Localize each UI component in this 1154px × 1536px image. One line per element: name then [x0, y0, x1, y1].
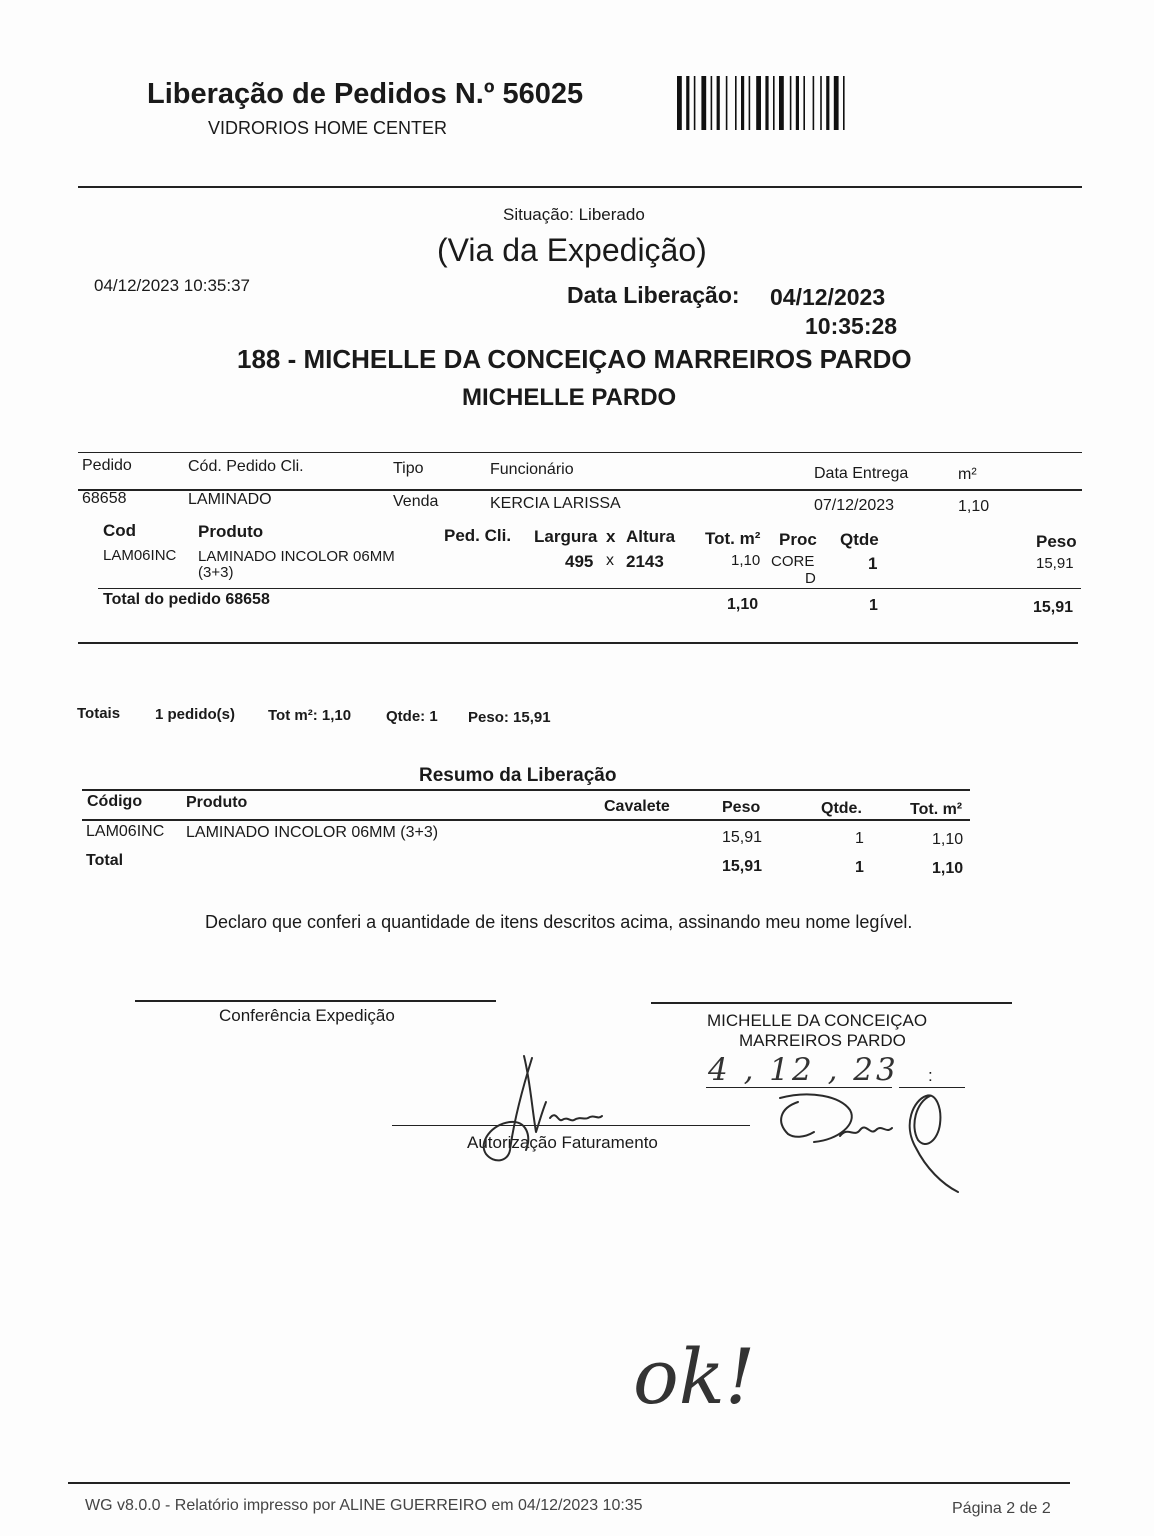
resumo-header-rule [82, 819, 970, 821]
resumo-total-peso: 15,91 [722, 858, 763, 875]
order-number: 68658 [82, 490, 127, 507]
item-largura: 495 [565, 552, 594, 571]
order-total-label: Total do pedido 68658 [103, 591, 270, 608]
item-col-proc: Proc [779, 530, 817, 549]
client-signature-line [651, 1002, 1012, 1004]
footer-page: Página 2 de 2 [952, 1500, 1051, 1517]
item-col-produto: Produto [198, 522, 264, 541]
client-signature [770, 1088, 970, 1198]
item-altura: 2143 [626, 552, 664, 571]
autorizacao-label: Autorização Faturamento [467, 1133, 658, 1152]
situacao-label: Situação: Liberado [503, 205, 645, 224]
resumo-row-tot-m2: 1,10 [932, 831, 964, 848]
client-signature-name-line1: MICHELLE DA CONCEIÇAO [707, 1011, 928, 1030]
item-x: x [606, 552, 614, 569]
item-col-x: x [606, 527, 616, 546]
item-col-cod: Cod [103, 521, 137, 540]
handwritten-date: 4 , 12 , 23 [708, 1052, 899, 1088]
totais-m2: Tot m²: 1,10 [268, 707, 352, 724]
client-signature-name-line2: MARREIROS PARDO [739, 1031, 906, 1050]
release-label: Data Liberação: [567, 282, 740, 308]
resumo-row-qtde: 1 [855, 830, 864, 847]
client-name-line: 188 - MICHELLE DA CONCEIÇAO MARREIROS PARDO [237, 344, 912, 374]
resumo-col-qtde: Qtde. [821, 800, 862, 817]
company-name: VIDRORIOS HOME CENTER [208, 118, 448, 138]
resumo-total-tot-m2: 1,10 [932, 860, 964, 877]
resumo-row-codigo: LAM06INC [86, 823, 165, 840]
totais-qtde: Qtde: 1 [386, 708, 438, 725]
item-peso: 15,91 [1036, 555, 1074, 572]
aline-signature [470, 1050, 620, 1170]
resumo-title: Resumo da Liberação [419, 765, 617, 786]
resumo-top-rule [82, 789, 970, 791]
order-total-peso: 15,91 [1033, 599, 1074, 616]
release-time: 10:35:28 [805, 313, 898, 339]
item-col-peso: Peso [1036, 532, 1077, 551]
order-data-entrega: 07/12/2023 [814, 497, 895, 514]
resumo-col-tot-m2: Tot. m² [910, 801, 963, 818]
resumo-col-produto: Produto [186, 794, 248, 811]
document-title: Liberação de Pedidos N.º 56025 [147, 78, 584, 110]
item-col-altura: Altura [626, 527, 676, 546]
resumo-total-label: Total [86, 852, 124, 869]
totais-label: Totais [77, 705, 121, 722]
release-date: 04/12/2023 [770, 284, 886, 310]
item-total-rule [98, 588, 1081, 589]
order-cod-cli: LAMINADO [188, 491, 272, 508]
resumo-row-produto: LAMINADO INCOLOR 06MM (3+3) [186, 824, 439, 841]
item-tot-m2: 1,10 [731, 552, 761, 569]
item-qtde: 1 [868, 554, 878, 573]
item-col-qtde: Qtde [840, 530, 879, 549]
order-tipo: Venda [393, 493, 439, 510]
item-produto-line2: (3+3) [198, 564, 234, 581]
header-divider [78, 186, 1082, 188]
item-col-tot-m2: Tot. m² [705, 529, 761, 548]
col-data-entrega: Data Entrega [814, 465, 909, 482]
order-top-rule [78, 452, 1082, 453]
order-funcionario: KERCIA LARISSA [490, 495, 621, 512]
item-proc-line2: D [805, 570, 816, 587]
col-pedido: Pedido [82, 457, 132, 474]
resumo-col-codigo: Código [87, 793, 143, 810]
totais-pedidos: 1 pedido(s) [155, 706, 236, 723]
col-m2: m² [958, 466, 977, 483]
item-cod: LAM06INC [103, 547, 177, 564]
conferencia-label: Conferência Expedição [219, 1006, 395, 1025]
handwritten-ok: ok! [633, 1332, 756, 1421]
totais-peso: Peso: 15,91 [468, 709, 551, 726]
footer-rule [68, 1482, 1070, 1484]
order-m2: 1,10 [958, 498, 990, 515]
resumo-row-peso: 15,91 [722, 829, 763, 846]
item-col-ped-cli: Ped. Cli. [444, 526, 512, 545]
col-funcionario: Funcionário [490, 461, 574, 478]
time-colon: : [928, 1066, 933, 1085]
resumo-col-peso: Peso [722, 799, 761, 816]
resumo-total-qtde: 1 [855, 859, 864, 876]
item-col-largura: Largura [534, 527, 598, 546]
item-proc-line1: CORE [771, 553, 815, 570]
via-label: (Via da Expedição) [437, 232, 707, 268]
col-cod-pedido-cli: Cód. Pedido Cli. [188, 458, 304, 475]
col-tipo: Tipo [393, 460, 424, 477]
declaration-text: Declaro que conferi a quantidade de itens descritos acima, assinando meu nome legível. [205, 912, 913, 932]
barcode [677, 76, 853, 130]
resumo-col-cavalete: Cavalete [604, 798, 670, 815]
order-total-qtde: 1 [869, 597, 878, 614]
item-produto-line1: LAMINADO INCOLOR 06MM [198, 548, 395, 565]
footer-printed-by: WG v8.0.0 - Relatório impresso por ALINE GUERREIRO em 04/12/2023 10:35 [85, 1497, 643, 1514]
client-short-name: MICHELLE PARDO [462, 384, 677, 411]
order-total-m2: 1,10 [727, 596, 759, 613]
printed-at: 04/12/2023 10:35:37 [94, 276, 250, 295]
order-bottom-rule [78, 642, 1078, 644]
conferencia-signature-line [135, 1000, 496, 1002]
